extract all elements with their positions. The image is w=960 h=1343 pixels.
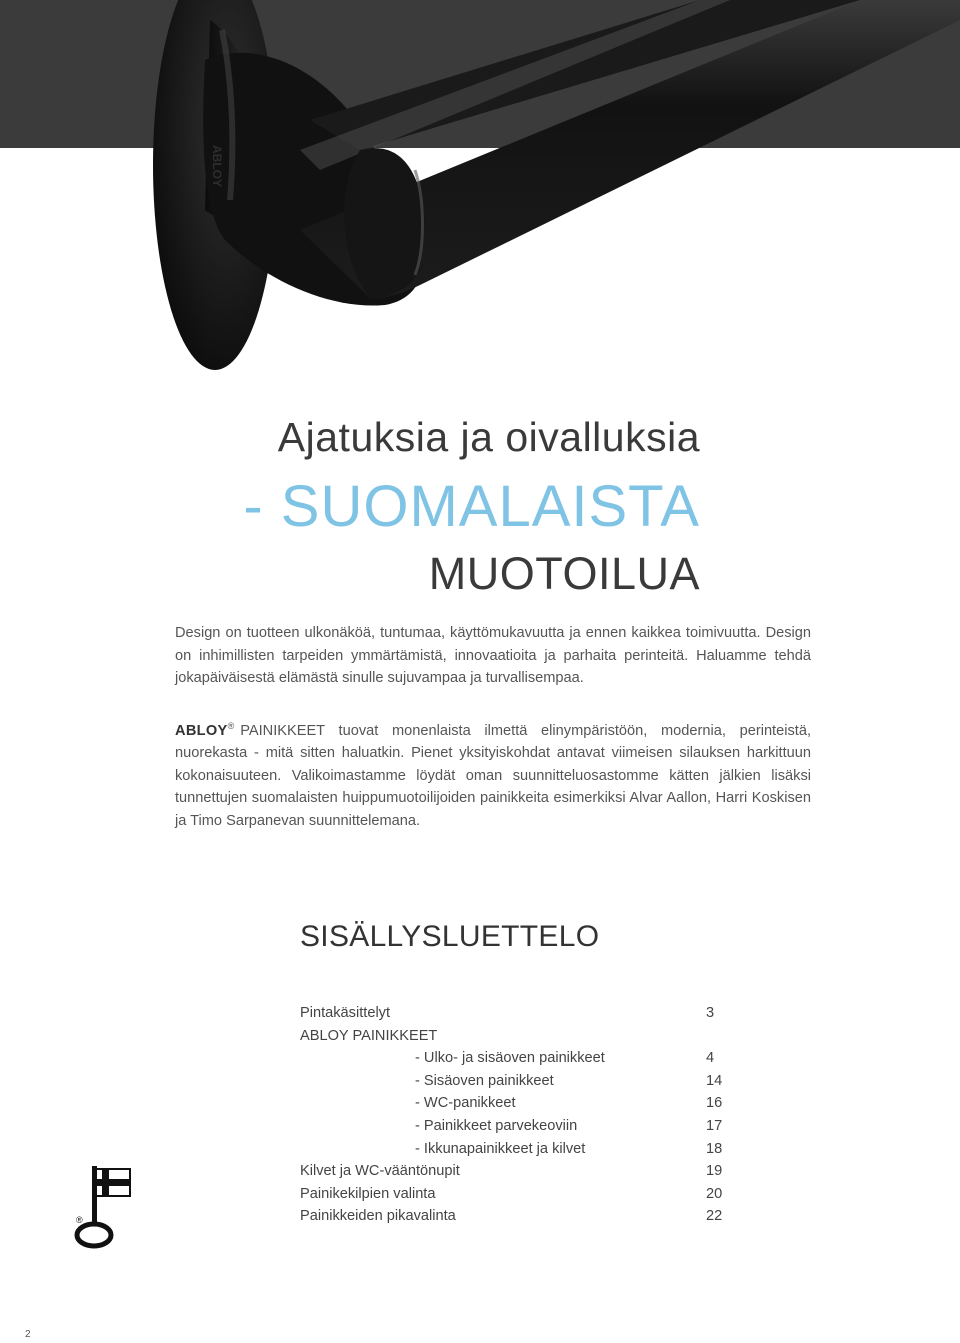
toc-item-page: 16: [706, 1095, 723, 1112]
toc-item-page: 22: [706, 1208, 723, 1225]
brand-name: ABLOY: [175, 722, 228, 739]
intro-paragraph-1: Design on tuotteen ulkonäköä, tuntumaa, käyttömukavuutta ja ennen kaikkea toimivuutta. Design on inhimillisten tarpeiden ymmärtämistä, innovaatioita ja parhaita perinteitä. Haluamme tehdä jokapäiväisestä elämästä sinulle sujuvampaa ja turvallisempaa.: [175, 625, 811, 686]
door-handle-illustration: [0, 0, 960, 372]
toc-item-label: - WC-panikkeet: [415, 1095, 516, 1112]
toc-item-label: - Ikkunapainikkeet ja kilvet: [415, 1140, 586, 1157]
toc-item-label: Painikkeiden pikavalinta: [300, 1208, 456, 1225]
heading-line-1: Ajatuksia ja oivalluksia: [277, 414, 700, 460]
page-number: 2: [25, 1329, 31, 1340]
toc-item[interactable]: [300, 1183, 730, 1206]
heading-line-3: MUOTOILUA: [428, 548, 700, 599]
toc-item[interactable]: [300, 1092, 730, 1115]
toc-item[interactable]: [300, 1160, 730, 1183]
toc-item-page: 17: [706, 1117, 723, 1134]
toc-item-page: 18: [706, 1140, 723, 1157]
intro-paragraph-2-text: PAINIKKEET tuovat monenlaista ilmettä elinympäristöön, modernia, perinteistä, nuorekasta - mitä sitten haluatkin. Pienet yksityiskohdat antavat viimeisen silauksen harkittuun kokonaisuuteen. Valikoimastamme löydät oman suunnitteluosastomme kätten jälkien lisäksi tunnettujen suomalaisten huippumuotoilijoiden painikkeita esimerkiksi Alvar Aallon, Harri Koskisen ja Timo Sarpanevan suunnittelemana.: [175, 722, 811, 829]
toc-item[interactable]: [300, 1025, 730, 1048]
toc-item-label: Kilvet ja WC-vääntönupit: [300, 1163, 460, 1180]
toc-item[interactable]: [300, 1205, 730, 1228]
hero-door-handle-image: [0, 0, 960, 372]
toc-item-page: 20: [706, 1185, 723, 1202]
toc-item-label: Pintakäsittelyt: [300, 1005, 391, 1021]
toc-item-page: 19: [706, 1163, 723, 1180]
toc-item[interactable]: [300, 1070, 730, 1093]
intro-paragraph-2: [175, 715, 811, 832]
toc-item[interactable]: [300, 1047, 730, 1070]
toc-item-page: 14: [706, 1072, 723, 1089]
toc-item-label: - Painikkeet parvekeoviin: [415, 1117, 578, 1134]
toc-item[interactable]: [300, 1138, 730, 1161]
toc-item-label: Painikekilpien valinta: [300, 1185, 436, 1202]
toc-item-label: ABLOY PAINIKKEET: [300, 1027, 438, 1044]
handle-engraving: ABLOY: [210, 145, 224, 187]
logo-registered-mark: ®: [76, 1215, 83, 1225]
toc-item-page: 3: [706, 1005, 715, 1021]
toc-item-label: - Ulko- ja sisäoven painikkeet: [415, 1050, 605, 1067]
key-flag-icon: [72, 1166, 136, 1252]
toc-item-page: 4: [706, 1050, 715, 1067]
toc-item-label: - Sisäoven painikkeet: [415, 1072, 554, 1089]
toc-title: SISÄLLYSLUETTELO: [300, 920, 600, 953]
key-flag-logo: [72, 1166, 136, 1257]
toc-item[interactable]: [300, 1002, 730, 1025]
heading-line-2: - SUOMALAISTA: [243, 474, 700, 539]
toc-item[interactable]: [300, 1115, 730, 1138]
table-of-contents: [300, 1002, 730, 1228]
registered-mark: ®: [227, 721, 235, 731]
